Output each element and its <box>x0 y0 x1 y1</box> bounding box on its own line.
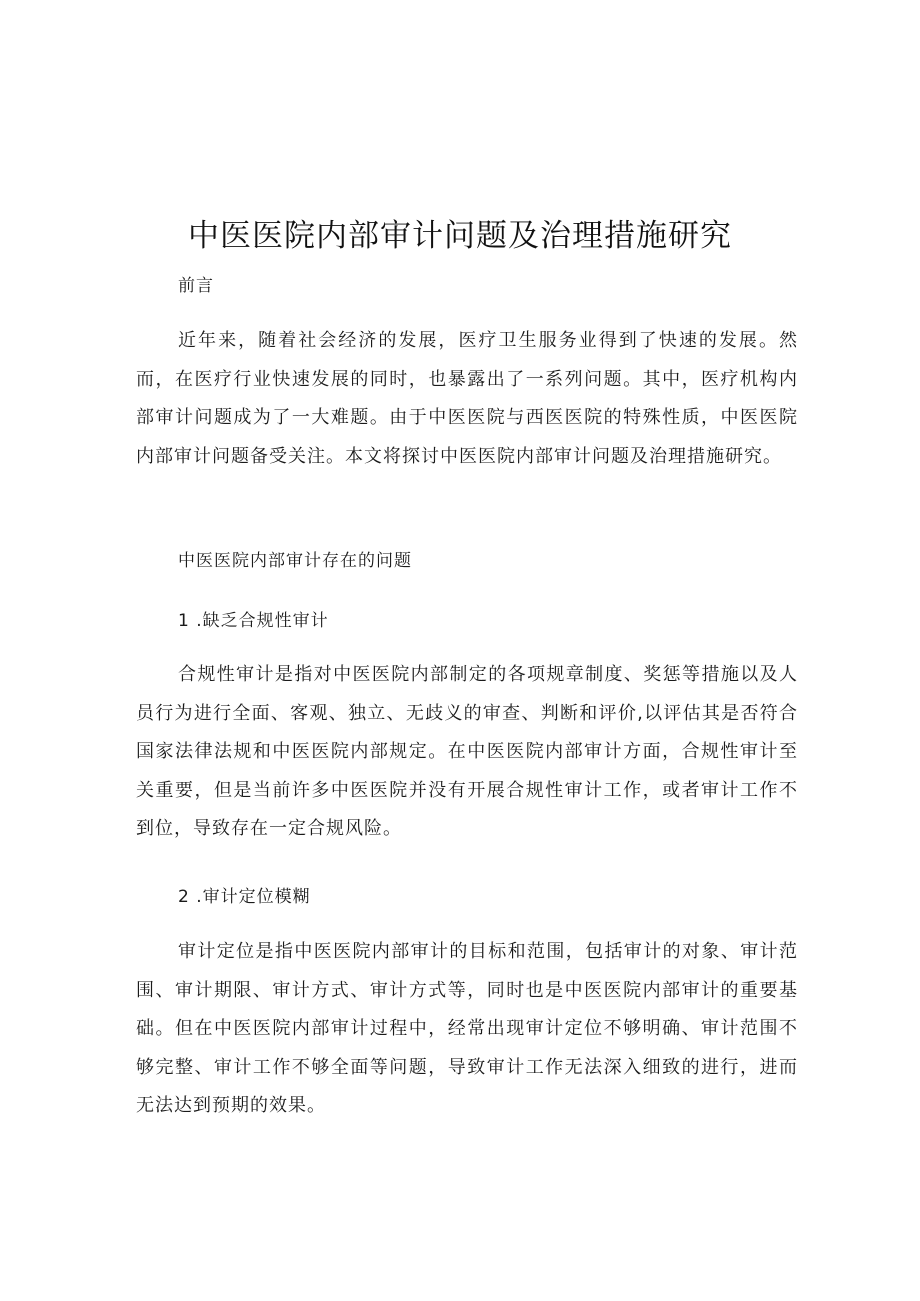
preface-heading: 前言 <box>178 276 214 296</box>
document-title: 中医医院内部审计问题及治理措施研究 <box>188 218 732 254</box>
item-2-heading: 2 .审计定位模糊 <box>178 887 311 907</box>
preface-paragraph: 近年来，随着社会经济的发展，医疗卫生服务业得到了快速的发展。然而，在医疗行业快速发展的同时，也暴露出了一系列问题。其中，医疗机构内部审计问题成为了一大难题。由于中医医院与西医医院的特殊性质，中医医院内部审计问题备受关注。本文将探讨中医医院内部审计问题及治理措施研究。 <box>136 330 798 467</box>
item-2-paragraph: 审计定位是指中医医院内部审计的目标和范围，包括审计的对象、审计范围、审计期限、审计方式、审计方式等，同时也是中医医院内部审计的重要基础。但在中医医院内部审计过程中，经常出现审计定位不够明确、审计范围不够完整、审计工作不够全面等问题，导致审计工作无法深入细致的进行，进而无法达到预期的效果。 <box>136 941 798 1116</box>
item-1-paragraph: 合规性审计是指对中医医院内部制定的各项规章制度、奖惩等措施以及人员行为进行全面、客观、独立、无歧义的审查、判断和评价,以评估其是否符合国家法律法规和中医医院内部规定。在中医医院内部审计方面，合规性审计至关重要，但是当前许多中医医院并没有开展合规性审计工作，或者审计工作不到位，导致存在一定合规风险。 <box>136 664 798 839</box>
section-heading: 中医医院内部审计存在的问题 <box>178 551 412 571</box>
item-1-heading: 1 .缺乏合规性审计 <box>178 611 329 631</box>
